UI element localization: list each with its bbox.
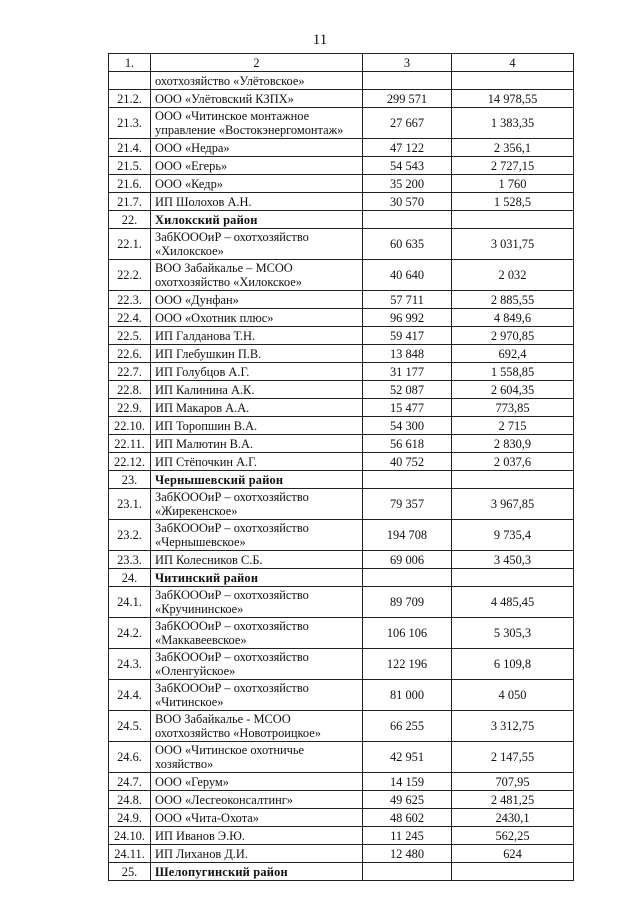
row-number: 23.3. <box>109 551 151 569</box>
row-name: Шелопугинский район <box>151 863 363 881</box>
row-name: охотхозяйство «Улётовское» <box>151 72 363 90</box>
row-name: ООО «Читинское охотничье хозяйство» <box>151 742 363 773</box>
row-area: 54 543 <box>363 157 452 175</box>
row-amount: 1 760 <box>452 175 574 193</box>
row-name: ООО «Лесгеоконсалтинг» <box>151 791 363 809</box>
row-name: ООО «Недра» <box>151 139 363 157</box>
row-name: ИП Малютин В.А. <box>151 435 363 453</box>
table-row <box>109 845 574 863</box>
row-number: 24.7. <box>109 773 151 791</box>
table-header-row <box>109 54 574 72</box>
row-number: 24.11. <box>109 845 151 863</box>
row-amount: 2 830,9 <box>452 435 574 453</box>
row-number: 24.5. <box>109 711 151 742</box>
row-number: 23.1. <box>109 489 151 520</box>
row-amount: 1 383,35 <box>452 108 574 139</box>
table-row <box>109 791 574 809</box>
table-row <box>109 260 574 291</box>
row-area: 96 992 <box>363 309 452 327</box>
header-col-1: 1. <box>109 54 151 72</box>
row-area <box>363 569 452 587</box>
row-name: ИП Иванов Э.Ю. <box>151 827 363 845</box>
row-area: 14 159 <box>363 773 452 791</box>
row-amount <box>452 72 574 90</box>
row-name: ЗабКОООиР – охотхозяйство «Кручининское» <box>151 587 363 618</box>
row-area: 122 196 <box>363 649 452 680</box>
row-name: ИП Шолохов А.Н. <box>151 193 363 211</box>
table-row <box>109 309 574 327</box>
row-area: 54 300 <box>363 417 452 435</box>
row-amount: 3 031,75 <box>452 229 574 260</box>
row-amount: 2 727,15 <box>452 157 574 175</box>
row-amount <box>452 863 574 881</box>
row-area: 49 625 <box>363 791 452 809</box>
row-amount: 2 970,85 <box>452 327 574 345</box>
table-row <box>109 680 574 711</box>
row-number: 22.2. <box>109 260 151 291</box>
row-number: 21.4. <box>109 139 151 157</box>
row-name: Чернышевский район <box>151 471 363 489</box>
table-row <box>109 417 574 435</box>
row-name: ЗабКОООиР – охотхозяйство «Маккавеевское» <box>151 618 363 649</box>
table-row <box>109 139 574 157</box>
table-row <box>109 399 574 417</box>
table-row <box>109 157 574 175</box>
row-number: 24.4. <box>109 680 151 711</box>
row-area: 15 477 <box>363 399 452 417</box>
row-number: 24.3. <box>109 649 151 680</box>
row-name: ВОО Забайкалье - МСОО охотхозяйство «Новотроицкое» <box>151 711 363 742</box>
row-area: 35 200 <box>363 175 452 193</box>
row-name: ООО «Улётовский КЗПХ» <box>151 90 363 108</box>
row-number <box>109 72 151 90</box>
row-amount: 2 147,55 <box>452 742 574 773</box>
row-number: 21.5. <box>109 157 151 175</box>
row-name: ИП Макаров А.А. <box>151 399 363 417</box>
row-amount: 2 356,1 <box>452 139 574 157</box>
row-area: 69 006 <box>363 551 452 569</box>
row-amount: 707,95 <box>452 773 574 791</box>
row-amount: 14 978,55 <box>452 90 574 108</box>
row-area <box>363 471 452 489</box>
row-amount: 4 050 <box>452 680 574 711</box>
row-area: 194 708 <box>363 520 452 551</box>
table-row <box>109 345 574 363</box>
table-row <box>109 72 574 90</box>
row-area: 299 571 <box>363 90 452 108</box>
row-number: 24.8. <box>109 791 151 809</box>
table-row <box>109 649 574 680</box>
row-number: 24.1. <box>109 587 151 618</box>
row-amount: 2 885,55 <box>452 291 574 309</box>
row-amount: 2430,1 <box>452 809 574 827</box>
row-name: ООО «Кедр» <box>151 175 363 193</box>
row-number: 22.4. <box>109 309 151 327</box>
row-name: ИП Глебушкин П.В. <box>151 345 363 363</box>
row-area: 40 752 <box>363 453 452 471</box>
table-body <box>109 54 574 881</box>
row-area <box>363 863 452 881</box>
section-row <box>109 569 574 587</box>
table-row <box>109 809 574 827</box>
row-amount: 2 715 <box>452 417 574 435</box>
table-row <box>109 742 574 773</box>
row-amount: 4 485,45 <box>452 587 574 618</box>
row-name: ИП Галданова Т.Н. <box>151 327 363 345</box>
header-col-3: 3 <box>363 54 452 72</box>
row-area <box>363 211 452 229</box>
page-number: 11 <box>312 32 328 48</box>
row-amount: 6 109,8 <box>452 649 574 680</box>
table-row <box>109 175 574 193</box>
row-amount: 2 032 <box>452 260 574 291</box>
table-row <box>109 618 574 649</box>
row-name: ООО «Охотник плюс» <box>151 309 363 327</box>
row-name: ООО «Герум» <box>151 773 363 791</box>
row-number: 22.6. <box>109 345 151 363</box>
section-row <box>109 471 574 489</box>
row-name: ООО «Егерь» <box>151 157 363 175</box>
row-area <box>363 72 452 90</box>
row-area: 40 640 <box>363 260 452 291</box>
row-number: 24.9. <box>109 809 151 827</box>
row-area: 13 848 <box>363 345 452 363</box>
header-col-4: 4 <box>452 54 574 72</box>
table-row <box>109 193 574 211</box>
table-row <box>109 327 574 345</box>
section-row <box>109 863 574 881</box>
table-row <box>109 291 574 309</box>
row-name: ЗабКОООиР – охотхозяйство «Чернышевское» <box>151 520 363 551</box>
row-amount: 2 604,35 <box>452 381 574 399</box>
row-name: ЗабКОООиР – охотхозяйство «Читинское» <box>151 680 363 711</box>
row-amount: 3 450,3 <box>452 551 574 569</box>
row-number: 21.6. <box>109 175 151 193</box>
row-amount: 773,85 <box>452 399 574 417</box>
row-amount: 9 735,4 <box>452 520 574 551</box>
row-amount: 3 967,85 <box>452 489 574 520</box>
row-number: 24.10. <box>109 827 151 845</box>
row-name: ИП Стёпочкин А.Г. <box>151 453 363 471</box>
row-amount: 2 481,25 <box>452 791 574 809</box>
table-row <box>109 381 574 399</box>
row-number: 22.7. <box>109 363 151 381</box>
table-row <box>109 773 574 791</box>
row-name: ИП Лиханов Д.И. <box>151 845 363 863</box>
table-row <box>109 711 574 742</box>
row-amount: 1 528,5 <box>452 193 574 211</box>
row-name: ИП Торопшин В.А. <box>151 417 363 435</box>
row-area: 52 087 <box>363 381 452 399</box>
row-number: 21.3. <box>109 108 151 139</box>
row-amount: 624 <box>452 845 574 863</box>
section-row <box>109 211 574 229</box>
table-row <box>109 489 574 520</box>
table-row <box>109 90 574 108</box>
row-number: 23. <box>109 471 151 489</box>
row-name: ЗабКОООиР – охотхозяйство «Жирекенское» <box>151 489 363 520</box>
row-number: 21.2. <box>109 90 151 108</box>
row-area: 60 635 <box>363 229 452 260</box>
row-number: 22.5. <box>109 327 151 345</box>
row-area: 11 245 <box>363 827 452 845</box>
row-name: Хилокский район <box>151 211 363 229</box>
row-area: 30 570 <box>363 193 452 211</box>
row-amount: 4 849,6 <box>452 309 574 327</box>
row-number: 22.1. <box>109 229 151 260</box>
row-number: 24. <box>109 569 151 587</box>
row-area: 79 357 <box>363 489 452 520</box>
row-name: ООО «Читинское монтажное управление «Востокэнергомонтаж» <box>151 108 363 139</box>
row-area: 59 417 <box>363 327 452 345</box>
table-row <box>109 520 574 551</box>
table-row <box>109 453 574 471</box>
row-amount: 1 558,85 <box>452 363 574 381</box>
row-area: 27 667 <box>363 108 452 139</box>
row-number: 22.3. <box>109 291 151 309</box>
row-amount: 3 312,75 <box>452 711 574 742</box>
row-area: 47 122 <box>363 139 452 157</box>
header-col-2: 2 <box>151 54 363 72</box>
row-amount: 562,25 <box>452 827 574 845</box>
row-area: 31 177 <box>363 363 452 381</box>
row-number: 22.9. <box>109 399 151 417</box>
row-area: 12 480 <box>363 845 452 863</box>
row-number: 22.12. <box>109 453 151 471</box>
row-name: ООО «Чита-Охота» <box>151 809 363 827</box>
row-number: 22.10. <box>109 417 151 435</box>
row-number: 25. <box>109 863 151 881</box>
row-area: 89 709 <box>363 587 452 618</box>
table-row <box>109 229 574 260</box>
row-amount <box>452 569 574 587</box>
table-row <box>109 827 574 845</box>
row-amount: 692,4 <box>452 345 574 363</box>
row-amount <box>452 211 574 229</box>
row-amount: 5 305,3 <box>452 618 574 649</box>
row-name: ИП Голубцов А.Г. <box>151 363 363 381</box>
row-name: Читинский район <box>151 569 363 587</box>
row-area: 66 255 <box>363 711 452 742</box>
table-row <box>109 587 574 618</box>
row-number: 24.2. <box>109 618 151 649</box>
row-name: ИП Калинина А.К. <box>151 381 363 399</box>
row-number: 22.8. <box>109 381 151 399</box>
table-row <box>109 435 574 453</box>
row-name: ИП Колесников С.Б. <box>151 551 363 569</box>
row-amount <box>452 471 574 489</box>
row-number: 22.11. <box>109 435 151 453</box>
row-area: 42 951 <box>363 742 452 773</box>
row-area: 81 000 <box>363 680 452 711</box>
allocation-table <box>108 53 574 881</box>
row-number: 21.7. <box>109 193 151 211</box>
row-name: ООО «Дунфан» <box>151 291 363 309</box>
row-name: ЗабКОООиР – охотхозяйство «Хилокское» <box>151 229 363 260</box>
row-area: 56 618 <box>363 435 452 453</box>
table-row <box>109 551 574 569</box>
row-area: 48 602 <box>363 809 452 827</box>
row-area: 57 711 <box>363 291 452 309</box>
table-row <box>109 363 574 381</box>
row-number: 23.2. <box>109 520 151 551</box>
row-number: 24.6. <box>109 742 151 773</box>
row-area: 106 106 <box>363 618 452 649</box>
row-number: 22. <box>109 211 151 229</box>
row-name: ЗабКОООиР – охотхозяйство «Оленгуйское» <box>151 649 363 680</box>
row-amount: 2 037,6 <box>452 453 574 471</box>
table-row <box>109 108 574 139</box>
row-name: ВОО Забайкалье – МСОО охотхозяйство «Хилокское» <box>151 260 363 291</box>
